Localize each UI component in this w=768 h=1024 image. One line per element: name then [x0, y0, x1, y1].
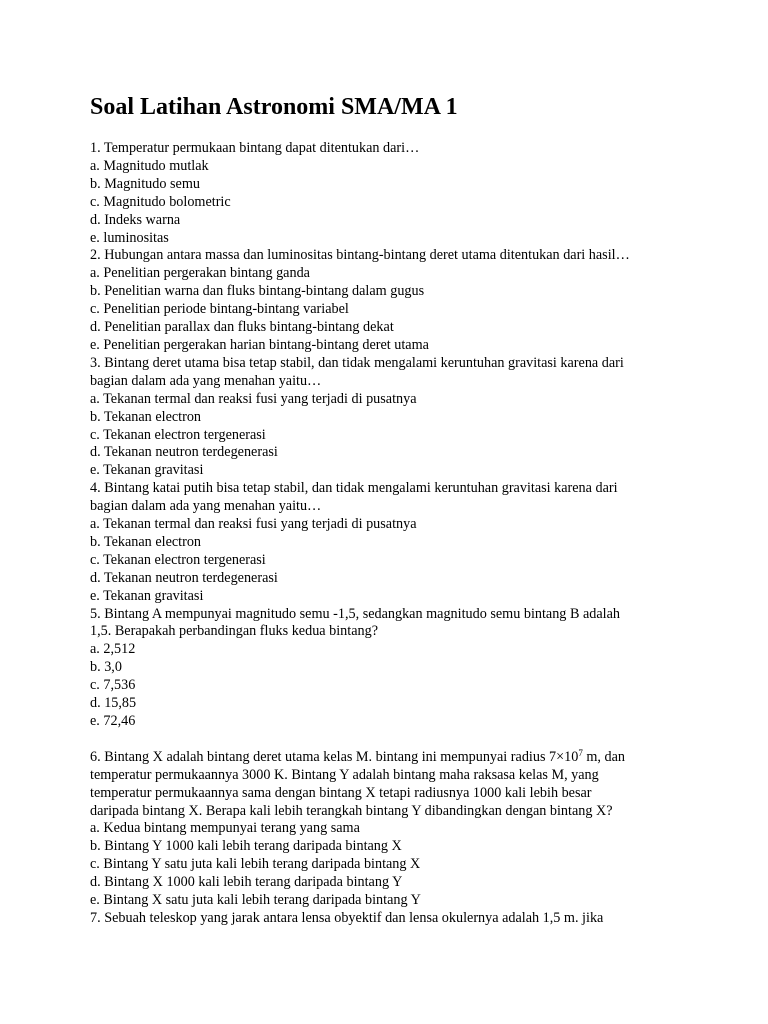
answer-option: a. Tekanan termal dan reaksi fusi yang terjadi di pusatnya [90, 516, 417, 533]
question-stem: 1. Temperatur permukaan bintang dapat ditentukan dari… [90, 140, 420, 156]
answer-option: a. Tekanan termal dan reaksi fusi yang terjadi di pusatnya [90, 390, 417, 407]
answer-option: d. Penelitian parallax dan fluks bintang-bintang dekat [90, 319, 394, 336]
answer-option: d. Tekanan neutron terdegenerasi [90, 444, 278, 461]
answer-option: b. Magnitudo semu [90, 175, 200, 192]
answer-option: b. Penelitian warna dan fluks bintang-bintang dalam gugus [90, 283, 425, 300]
question-stem: 3. Bintang deret utama bisa tetap stabil, dan tidak mengalami keruntuhan gravitasi karena dari [90, 354, 624, 371]
question-6 [90, 749, 728, 910]
answer-option: c. Magnitudo bolometric [90, 193, 231, 210]
answer-option: d. Bintang X 1000 kali lebih terang daripada bintang Y [90, 874, 403, 891]
answer-option: d. Tekanan neutron terdegenerasi [90, 569, 278, 586]
blank-line [90, 731, 728, 749]
question-stem: 1,5. Berapakah perbandingan fluks kedua bintang? [90, 623, 378, 640]
answer-option: e. luminositas [90, 229, 169, 246]
question-stem: 7. Sebuah teleskop yang jarak antara lensa obyektif dan lensa okulernya adalah 1,5 m. jika [90, 909, 604, 926]
question-stem: bagian dalam ada yang menahan yaitu… [90, 372, 322, 389]
answer-option: e. Bintang X satu juta kali lebih terang daripada bintang Y [90, 892, 421, 909]
answer-option: c. Bintang Y satu juta kali lebih terang daripada bintang X [90, 856, 421, 873]
answer-option: e. Tekanan gravitasi [90, 462, 204, 479]
answer-option: c. Tekanan electron tergenerasi [90, 426, 266, 443]
answer-option: d. 15,85 [90, 695, 137, 712]
answer-option: e. Penelitian pergerakan harian bintang-bintang deret utama [90, 336, 429, 353]
question-3 [90, 355, 728, 480]
question-stem: temperatur permukaannya 3000 K. Bintang Y adalah bintang maha raksasa kelas M, yang [90, 766, 599, 783]
answer-option: e. 72,46 [90, 713, 136, 729]
question-5 [90, 606, 728, 731]
question-stem: 5. Bintang A mempunyai magnitudo semu -1,5, sedangkan magnitudo semu bintang B adalah [90, 605, 620, 622]
question-stem: 4. Bintang katai putih bisa tetap stabil, dan tidak mengalami keruntuhan gravitasi karena dari [90, 480, 618, 497]
answer-option: b. Tekanan electron [90, 408, 202, 425]
answer-option: a. Kedua bintang mempunyai terang yang sama [90, 820, 360, 837]
question-list [90, 140, 728, 928]
exponent: 7 [578, 747, 583, 758]
answer-option: a. 2,512 [90, 641, 136, 658]
question-4 [90, 480, 728, 605]
page-title: Soal Latihan Astronomi SMA/MA 1 [90, 94, 458, 120]
stem-text: m, dan [582, 748, 625, 765]
answer-option: c. 7,536 [90, 677, 136, 694]
question-2 [90, 247, 728, 354]
answer-option: b. Bintang Y 1000 kali lebih terang daripada bintang X [90, 838, 402, 855]
answer-option: c. Tekanan electron tergenerasi [90, 551, 266, 568]
answer-option: b. 3,0 [90, 659, 122, 676]
question-stem: 2. Hubungan antara massa dan luminositas bintang-bintang deret utama ditentukan dari hasil… [90, 247, 630, 264]
answer-option: a. Magnitudo mutlak [90, 157, 209, 174]
answer-option: a. Penelitian pergerakan bintang ganda [90, 265, 310, 282]
question-stem: daripada bintang X. Berapa kali lebih terangkah bintang Y dibandingkan dengan bintang X? [90, 802, 613, 819]
answer-option: e. Tekanan gravitasi [90, 587, 204, 604]
answer-option: c. Penelitian periode bintang-bintang variabel [90, 301, 349, 318]
question-stem [90, 749, 728, 767]
stem-text: 6. Bintang X adalah bintang deret utama kelas M. bintang ini mempunyai radius 7×10 [90, 748, 579, 765]
question-1 [90, 140, 728, 247]
answer-option: d. Indeks warna [90, 211, 181, 228]
question-7 [90, 910, 728, 928]
answer-option: b. Tekanan electron [90, 533, 202, 550]
question-stem: bagian dalam ada yang menahan yaitu… [90, 498, 322, 515]
question-stem: temperatur permukaannya sama dengan bintang X tetapi radiusnya 1000 kali lebih besar [90, 784, 592, 801]
